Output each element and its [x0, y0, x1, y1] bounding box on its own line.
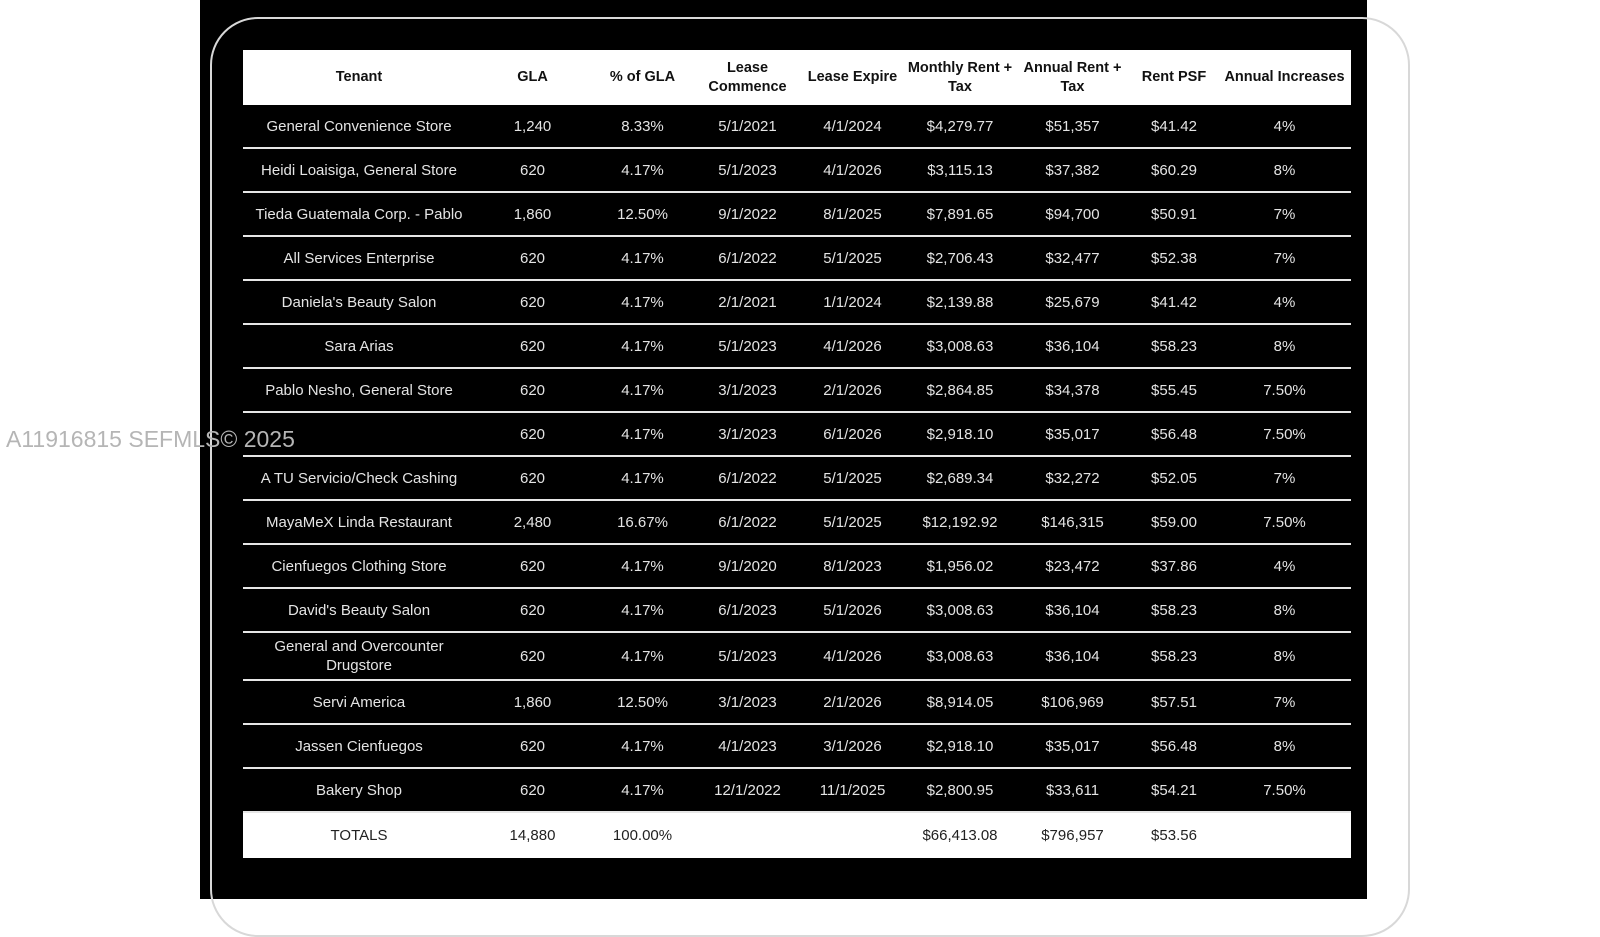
cell-rent-psf: $54.21: [1151, 781, 1197, 799]
cell-monthly-rent-tax: $3,008.63: [926, 647, 994, 665]
cell-annual-increases: 7%: [1273, 205, 1296, 223]
cell-monthly-rent-tax: $3,008.63: [926, 601, 994, 619]
cell-lease-expire: 11/1/2025: [819, 781, 886, 799]
table-row: [243, 369, 1351, 413]
cell-rent-psf: $41.42: [1151, 293, 1197, 311]
cell-monthly-rent-tax: $2,918.10: [926, 737, 994, 755]
cell-rent-psf: $52.05: [1151, 469, 1197, 487]
cell-annual-rent-tax: $36,104: [1045, 647, 1100, 665]
cell-of-gla: 12.50%: [617, 693, 668, 711]
cell-rent-psf: $59.00: [1151, 513, 1197, 531]
cell-monthly-rent-tax: $2,800.95: [926, 781, 994, 799]
cell-lease-expire: 1/1/2024: [823, 293, 882, 311]
cell-lease-commence: 2/1/2021: [718, 293, 777, 311]
cell-annual-rent-tax: $106,969: [1041, 693, 1104, 711]
cell-gla: 1,240: [513, 117, 552, 135]
cell-rent-psf: $52.38: [1151, 249, 1197, 267]
cell-lease-commence: 9/1/2022: [718, 205, 777, 223]
cell-annual-increases: 8%: [1273, 647, 1296, 665]
cell-monthly-rent-tax: $3,008.63: [926, 337, 994, 355]
cell-annual-rent-tax: $36,104: [1045, 337, 1100, 355]
cell-annual-rent-tax: $34,378: [1045, 381, 1100, 399]
cell-lease-commence: 6/1/2022: [718, 469, 777, 487]
table-row: [243, 545, 1351, 589]
cell-rent-psf: $56.48: [1151, 425, 1197, 443]
cell-lease-expire: 5/1/2025: [823, 249, 882, 267]
cell-annual-rent-tax: Annual Rent + Tax: [1023, 59, 1122, 95]
cell-monthly-rent-tax: $4,279.77: [926, 117, 994, 135]
cell-lease-commence: 12/1/2022: [714, 781, 781, 799]
cell-monthly-rent-tax: $2,689.34: [926, 469, 994, 487]
cell-annual-rent-tax: $32,272: [1045, 469, 1100, 487]
cell-lease-expire: 8/1/2025: [823, 205, 882, 223]
table-row: [243, 105, 1351, 149]
cell-lease-expire: 2/1/2026: [823, 693, 882, 711]
cell-of-gla: 4.17%: [621, 557, 664, 575]
cell-gla: 620: [519, 469, 546, 487]
cell-annual-increases: 4%: [1273, 117, 1296, 135]
cell-rent-psf: $41.42: [1151, 117, 1197, 135]
table-row: [243, 457, 1351, 501]
cell-of-gla: 4.17%: [621, 425, 664, 443]
cell-tenant: General and Overcounter Drugstore: [274, 638, 444, 674]
cell-monthly-rent-tax: $2,139.88: [926, 293, 994, 311]
cell-of-gla: 12.50%: [617, 205, 668, 223]
cell-lease-commence: 3/1/2023: [718, 381, 777, 399]
cell-gla: 620: [519, 557, 546, 575]
cell-lease-expire: Lease Expire: [807, 69, 898, 85]
cell-annual-increases: 7.50%: [1263, 513, 1306, 531]
cell-lease-commence: 5/1/2023: [718, 647, 777, 665]
cell-monthly-rent-tax: $8,914.05: [926, 693, 994, 711]
cell-gla: 620: [519, 381, 546, 399]
cell-lease-expire: 4/1/2026: [823, 337, 882, 355]
cell-of-gla: 4.17%: [621, 737, 664, 755]
cell-annual-increases: Annual Increases: [1224, 69, 1345, 85]
cell-lease-expire: 8/1/2023: [823, 557, 882, 575]
cell-lease-expire: 2/1/2026: [823, 381, 882, 399]
cell-lease-commence: 5/1/2023: [718, 337, 777, 355]
cell-monthly-rent-tax: $2,864.85: [926, 381, 994, 399]
cell-annual-increases: 7%: [1273, 469, 1296, 487]
cell-gla: GLA: [517, 69, 548, 85]
cell-monthly-rent-tax: $1,956.02: [926, 557, 994, 575]
cell-of-gla: 4.17%: [621, 469, 664, 487]
table-row: [243, 725, 1351, 769]
cell-of-gla: % of GLA: [609, 69, 676, 85]
cell-of-gla: 4.17%: [621, 381, 664, 399]
cell-monthly-rent-tax: $2,918.10: [926, 425, 994, 443]
cell-gla: 1,860: [513, 693, 552, 711]
cell-rent-psf: Rent PSF: [1141, 69, 1207, 85]
cell-tenant: Bakery Shop: [316, 781, 402, 799]
cell-tenant: General Convenience Store: [266, 117, 452, 135]
table-row: [243, 589, 1351, 633]
table-row: [243, 325, 1351, 369]
cell-annual-rent-tax: $33,611: [1045, 781, 1100, 799]
cell-annual-increases: 4%: [1273, 557, 1296, 575]
cell-gla: 620: [519, 161, 546, 179]
table-row: [243, 237, 1351, 281]
cell-gla: 620: [519, 293, 546, 311]
rent-roll-table: [243, 50, 1351, 858]
table-row: [243, 501, 1351, 545]
cell-annual-increases: 7%: [1273, 693, 1296, 711]
cell-rent-psf: $56.48: [1151, 737, 1197, 755]
cell-rent-psf: $55.45: [1151, 381, 1197, 399]
cell-of-gla: 4.17%: [621, 601, 664, 619]
cell-annual-increases: 7.50%: [1263, 381, 1306, 399]
cell-annual-increases: 7.50%: [1263, 425, 1306, 443]
cell-annual-increases: 8%: [1273, 601, 1296, 619]
table-row: [243, 149, 1351, 193]
table-row: [243, 769, 1351, 813]
cell-of-gla: 100.00%: [612, 827, 673, 844]
cell-of-gla: 4.17%: [621, 781, 664, 799]
cell-tenant: A TU Servicio/Check Cashing: [260, 469, 458, 487]
cell-annual-rent-tax: $94,700: [1045, 205, 1100, 223]
cell-gla: 620: [519, 425, 546, 443]
cell-rent-psf: $58.23: [1151, 337, 1197, 355]
cell-lease-expire: 5/1/2025: [823, 513, 882, 531]
cell-lease-commence: 6/1/2023: [718, 601, 777, 619]
cell-lease-expire: 4/1/2026: [823, 647, 882, 665]
cell-gla: 14,880: [509, 827, 556, 844]
cell-lease-commence: 6/1/2022: [718, 249, 777, 267]
cell-rent-psf: $37.86: [1151, 557, 1197, 575]
cell-annual-increases: 4%: [1273, 293, 1296, 311]
cell-of-gla: 4.17%: [621, 337, 664, 355]
cell-lease-commence: Lease Commence: [708, 59, 787, 95]
cell-annual-rent-tax: $35,017: [1045, 737, 1100, 755]
cell-tenant: Cienfuegos Clothing Store: [271, 557, 447, 575]
cell-lease-commence: 6/1/2022: [718, 513, 777, 531]
cell-lease-commence: 3/1/2023: [718, 425, 777, 443]
cell-tenant: Daniela's Beauty Salon: [281, 293, 437, 311]
cell-monthly-rent-tax: $7,891.65: [926, 205, 994, 223]
cell-of-gla: 16.67%: [617, 513, 668, 531]
cell-tenant: Heidi Loaisiga, General Store: [261, 161, 457, 179]
table-row: [243, 633, 1351, 681]
cell-of-gla: 4.17%: [621, 647, 664, 665]
cell-gla: 620: [519, 337, 546, 355]
cell-gla: 620: [519, 737, 546, 755]
cell-gla: 620: [519, 647, 546, 665]
cell-annual-rent-tax: $796,957: [1041, 827, 1104, 844]
cell-rent-psf: $58.23: [1151, 601, 1197, 619]
cell-rent-psf: $53.56: [1151, 827, 1197, 844]
cell-lease-expire: 4/1/2024: [823, 117, 882, 135]
cell-annual-increases: 8%: [1273, 337, 1296, 355]
cell-monthly-rent-tax: $3,115.13: [927, 161, 993, 179]
cell-of-gla: 4.17%: [621, 293, 664, 311]
cell-annual-rent-tax: $37,382: [1045, 161, 1100, 179]
cell-annual-increases: 8%: [1273, 737, 1296, 755]
cell-tenant: Jassen Cienfuegos: [295, 737, 423, 755]
cell-annual-rent-tax: $25,679: [1045, 293, 1100, 311]
cell-of-gla: 4.17%: [621, 161, 664, 179]
cell-rent-psf: $50.91: [1151, 205, 1197, 223]
cell-gla: 620: [519, 249, 546, 267]
cell-tenant: MayaMeX Linda Restaurant: [266, 513, 452, 531]
cell-annual-rent-tax: $23,472: [1045, 557, 1100, 575]
cell-tenant: Pablo Nesho, General Store: [265, 381, 453, 399]
cell-lease-expire: 3/1/2026: [823, 737, 882, 755]
cell-rent-psf: $58.23: [1151, 647, 1197, 665]
cell-lease-expire: 6/1/2026: [823, 425, 882, 443]
table-row: [243, 281, 1351, 325]
cell-monthly-rent-tax: $2,706.43: [926, 249, 994, 267]
cell-annual-increases: 7.50%: [1263, 781, 1306, 799]
cell-annual-increases: 7%: [1273, 249, 1296, 267]
cell-lease-expire: 4/1/2026: [823, 161, 882, 179]
cell-annual-rent-tax: $146,315: [1041, 513, 1104, 531]
table-row: [243, 681, 1351, 725]
cell-lease-commence: 4/1/2023: [718, 737, 777, 755]
cell-rent-psf: $57.51: [1151, 693, 1197, 711]
cell-tenant: All Services Enterprise: [283, 249, 435, 267]
cell-of-gla: 4.17%: [621, 249, 664, 267]
cell-lease-commence: 5/1/2023: [718, 161, 777, 179]
table-row: [243, 193, 1351, 237]
table-row: [243, 413, 1351, 457]
cell-gla: 620: [519, 781, 546, 799]
cell-annual-increases: 8%: [1273, 161, 1296, 179]
cell-gla: 2,480: [513, 513, 552, 531]
totals-row: [243, 813, 1351, 858]
cell-lease-expire: 5/1/2025: [823, 469, 882, 487]
cell-lease-commence: 9/1/2020: [718, 557, 777, 575]
cell-annual-rent-tax: $35,017: [1045, 425, 1100, 443]
cell-tenant: Tieda Guatemala Corp. - Pablo: [255, 205, 463, 223]
cell-lease-commence: 3/1/2023: [718, 693, 777, 711]
watermark: A11916815 SEFMLS© 2025: [6, 426, 295, 452]
cell-tenant: Tenant: [335, 69, 383, 85]
cell-monthly-rent-tax: $12,192.92: [922, 513, 998, 531]
cell-gla: 1,860: [513, 205, 552, 223]
cell-monthly-rent-tax: $66,413.08: [922, 827, 998, 844]
cell-tenant: Servi America: [312, 693, 406, 711]
cell-tenant: David's Beauty Salon: [287, 601, 431, 619]
cell-lease-expire: 5/1/2026: [823, 601, 882, 619]
table-header: [243, 50, 1351, 105]
cell-tenant: Sara Arias: [324, 337, 394, 355]
cell-tenant: TOTALS: [330, 827, 388, 844]
cell-lease-commence: 5/1/2021: [718, 117, 777, 135]
cell-monthly-rent-tax: Monthly Rent + Tax: [907, 59, 1013, 95]
cell-annual-rent-tax: $51,357: [1045, 117, 1100, 135]
cell-gla: 620: [519, 601, 546, 619]
cell-annual-rent-tax: $32,477: [1045, 249, 1100, 267]
cell-of-gla: 8.33%: [621, 117, 664, 135]
cell-rent-psf: $60.29: [1151, 161, 1197, 179]
cell-annual-rent-tax: $36,104: [1045, 601, 1100, 619]
